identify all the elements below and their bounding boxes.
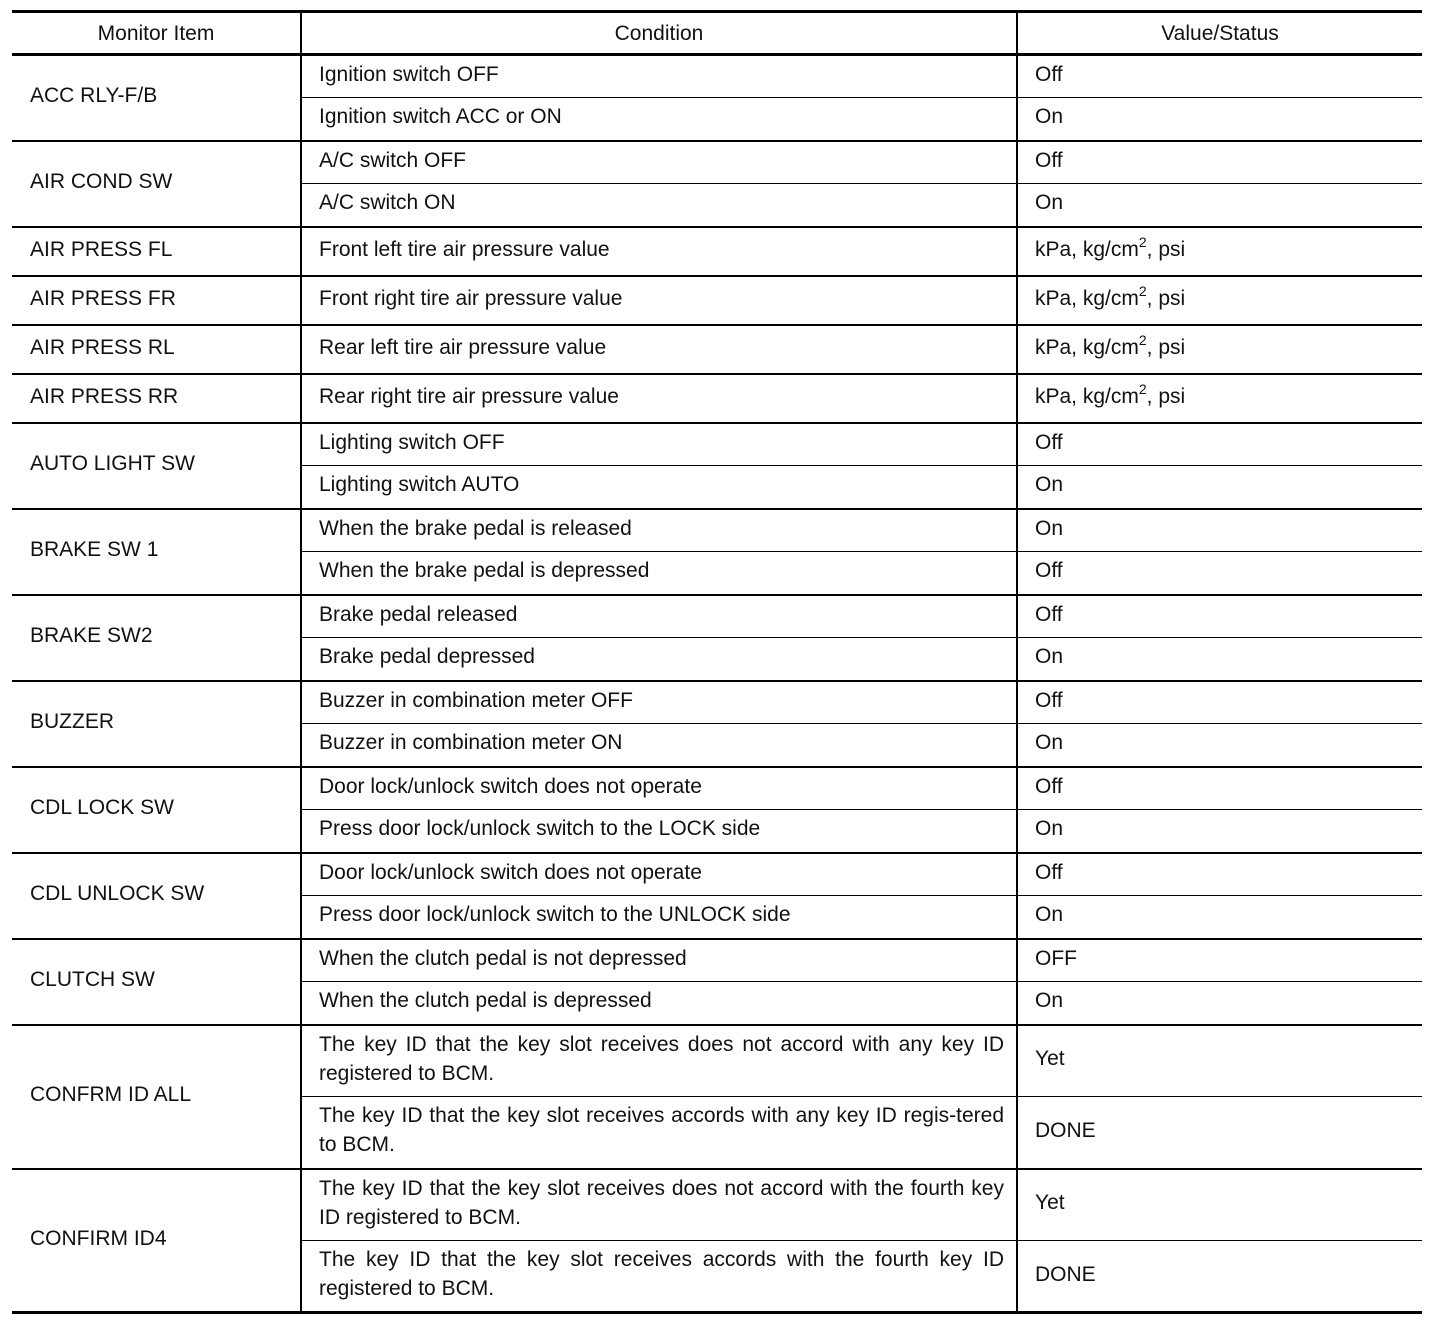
condition-cell: Press door lock/unlock switch to the LOCK side xyxy=(301,810,1017,853)
condition-cell: Door lock/unlock switch does not operate xyxy=(301,767,1017,810)
value-status-cell: Off xyxy=(1017,55,1422,98)
value-status-cell xyxy=(1017,325,1422,374)
condition-cell: Press door lock/unlock switch to the UNLOCK side xyxy=(301,896,1017,939)
condition-cell: Ignition switch ACC or ON xyxy=(301,98,1017,141)
pressure-unit-suffix: , psi xyxy=(1146,286,1186,310)
condition-cell: Door lock/unlock switch does not operate xyxy=(301,853,1017,896)
table-row xyxy=(12,227,1422,276)
value-status-cell xyxy=(1017,374,1422,423)
condition-cell: Ignition switch OFF xyxy=(301,55,1017,98)
condition-cell: Buzzer in combination meter OFF xyxy=(301,681,1017,724)
pressure-unit-suffix: , psi xyxy=(1146,384,1186,408)
value-status-cell xyxy=(1017,276,1422,325)
monitor-item-cell: BUZZER xyxy=(12,681,301,767)
condition-cell: When the clutch pedal is depressed xyxy=(301,982,1017,1025)
pressure-unit-prefix: kPa, kg/cm xyxy=(1035,286,1139,310)
table-body xyxy=(12,55,1422,1313)
pressure-unit-prefix: kPa, kg/cm xyxy=(1035,335,1139,359)
monitor-item-cell: AIR PRESS FL xyxy=(12,227,301,276)
monitor-item-cell: AIR PRESS RL xyxy=(12,325,301,374)
monitor-item-cell: CONFIRM ID4 xyxy=(12,1169,301,1313)
pressure-unit-text xyxy=(1035,233,1186,261)
condition-cell: When the brake pedal is released xyxy=(301,509,1017,552)
pressure-unit-text xyxy=(1035,282,1186,310)
condition-cell: The key ID that the key slot receives accords with the fourth key ID registered to BCM. xyxy=(301,1241,1017,1313)
value-status-cell: Off xyxy=(1017,423,1422,466)
monitor-item-cell: BRAKE SW 1 xyxy=(12,509,301,595)
value-status-cell: Off xyxy=(1017,595,1422,638)
condition-cell: Brake pedal depressed xyxy=(301,638,1017,681)
table-row xyxy=(12,1169,1422,1241)
pressure-unit-text xyxy=(1035,380,1186,408)
table-header-row xyxy=(12,12,1422,55)
table-row xyxy=(12,55,1422,98)
table-row xyxy=(12,141,1422,184)
monitor-item-cell: CDL UNLOCK SW xyxy=(12,853,301,939)
value-status-cell: On xyxy=(1017,638,1422,681)
value-status-cell: On xyxy=(1017,466,1422,509)
table-row xyxy=(12,276,1422,325)
monitor-item-cell: CDL LOCK SW xyxy=(12,767,301,853)
pressure-unit-prefix: kPa, kg/cm xyxy=(1035,384,1139,408)
condition-cell: Front left tire air pressure value xyxy=(301,227,1017,276)
monitor-item-cell: AIR COND SW xyxy=(12,141,301,227)
header-monitor-item: Monitor Item xyxy=(12,12,301,55)
monitor-item-cell: AIR PRESS FR xyxy=(12,276,301,325)
table-row xyxy=(12,595,1422,638)
table-row xyxy=(12,939,1422,982)
condition-cell: Buzzer in combination meter ON xyxy=(301,724,1017,767)
condition-cell: Lighting switch AUTO xyxy=(301,466,1017,509)
value-status-cell xyxy=(1017,227,1422,276)
value-status-cell: Off xyxy=(1017,141,1422,184)
condition-cell: The key ID that the key slot receives does not accord with any key ID registered to BCM. xyxy=(301,1025,1017,1097)
condition-cell: When the brake pedal is depressed xyxy=(301,552,1017,595)
monitor-item-table xyxy=(12,10,1422,1314)
value-status-cell: On xyxy=(1017,509,1422,552)
condition-cell: A/C switch ON xyxy=(301,184,1017,227)
table-row xyxy=(12,423,1422,466)
condition-cell: The key ID that the key slot receives accords with any key ID regis-tered to BCM. xyxy=(301,1097,1017,1169)
condition-cell: Front right tire air pressure value xyxy=(301,276,1017,325)
monitor-item-cell: AUTO LIGHT SW xyxy=(12,423,301,509)
condition-cell: Brake pedal released xyxy=(301,595,1017,638)
value-status-cell: Yet xyxy=(1017,1169,1422,1241)
pressure-unit-superscript: 2 xyxy=(1138,331,1147,348)
value-status-cell: Off xyxy=(1017,853,1422,896)
header-value-status: Value/Status xyxy=(1017,12,1422,55)
value-status-cell: DONE xyxy=(1017,1097,1422,1169)
monitor-item-cell: ACC RLY-F/B xyxy=(12,55,301,141)
value-status-cell: Off xyxy=(1017,681,1422,724)
monitor-item-cell: AIR PRESS RR xyxy=(12,374,301,423)
monitor-item-cell: BRAKE SW2 xyxy=(12,595,301,681)
table-row xyxy=(12,681,1422,724)
value-status-cell: Yet xyxy=(1017,1025,1422,1097)
monitor-item-cell: CONFRM ID ALL xyxy=(12,1025,301,1169)
value-status-cell: OFF xyxy=(1017,939,1422,982)
condition-cell: A/C switch OFF xyxy=(301,141,1017,184)
pressure-unit-superscript: 2 xyxy=(1138,282,1147,299)
pressure-unit-prefix: kPa, kg/cm xyxy=(1035,237,1139,261)
condition-cell: When the clutch pedal is not depressed xyxy=(301,939,1017,982)
table-row xyxy=(12,1025,1422,1097)
condition-cell: Lighting switch OFF xyxy=(301,423,1017,466)
table-row xyxy=(12,853,1422,896)
monitor-item-cell: CLUTCH SW xyxy=(12,939,301,1025)
value-status-cell: On xyxy=(1017,184,1422,227)
header-condition: Condition xyxy=(301,12,1017,55)
condition-cell: Rear right tire air pressure value xyxy=(301,374,1017,423)
value-status-cell: DONE xyxy=(1017,1241,1422,1313)
condition-cell: Rear left tire air pressure value xyxy=(301,325,1017,374)
pressure-unit-suffix: , psi xyxy=(1146,237,1186,261)
value-status-cell: On xyxy=(1017,98,1422,141)
value-status-cell: Off xyxy=(1017,552,1422,595)
table-row xyxy=(12,509,1422,552)
value-status-cell: On xyxy=(1017,724,1422,767)
pressure-unit-text xyxy=(1035,331,1186,359)
pressure-unit-superscript: 2 xyxy=(1138,233,1147,250)
value-status-cell: Off xyxy=(1017,767,1422,810)
value-status-cell: On xyxy=(1017,982,1422,1025)
value-status-cell: On xyxy=(1017,810,1422,853)
condition-cell: The key ID that the key slot receives does not accord with the fourth key ID registered to BCM. xyxy=(301,1169,1017,1241)
pressure-unit-superscript: 2 xyxy=(1138,380,1147,397)
table-row xyxy=(12,767,1422,810)
table-row xyxy=(12,325,1422,374)
value-status-cell: On xyxy=(1017,896,1422,939)
table-row xyxy=(12,374,1422,423)
pressure-unit-suffix: , psi xyxy=(1146,335,1186,359)
